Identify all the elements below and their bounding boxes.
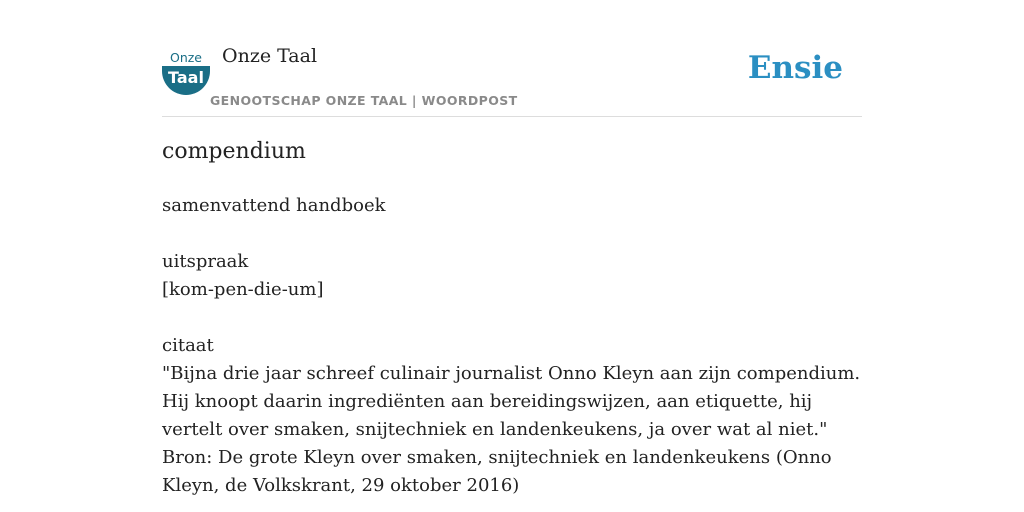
pronunciation: [kom-pen-die-um] (162, 279, 324, 300)
entry-card (162, 0, 862, 512)
logo-top-text: Onze (169, 50, 203, 65)
org-subtitle: GENOOTSCHAP ONZE TAAL | WOORDPOST (210, 93, 518, 108)
pronunciation-label: uitspraak (162, 251, 249, 272)
org-name[interactable]: Onze Taal (222, 45, 318, 67)
entry-content (162, 192, 862, 500)
source: Bron: De grote Kleyn over smaken, snijtechniek en landenkeukens (Onno Kleyn, de Volkskrant, 29 oktober 2016) (162, 447, 832, 496)
onze-taal-logo[interactable] (162, 49, 210, 95)
header (162, 0, 862, 117)
logo-bottom-text: Taal (168, 68, 204, 87)
quote-label: citaat (162, 335, 214, 356)
entry-word: compendium (162, 139, 306, 164)
definition: samenvattend handboek (162, 195, 386, 216)
ensie-logo[interactable]: Ensie (747, 50, 843, 86)
quote: "Bijna drie jaar schreef culinair journalist Onno Kleyn aan zijn compendium. Hij knoopt daarin ingrediënten aan bereidingswijzen, aan etiquette, hij vertelt over smaken, snijtechniek en landenkeukens, ja over wat al niet." (162, 363, 861, 440)
